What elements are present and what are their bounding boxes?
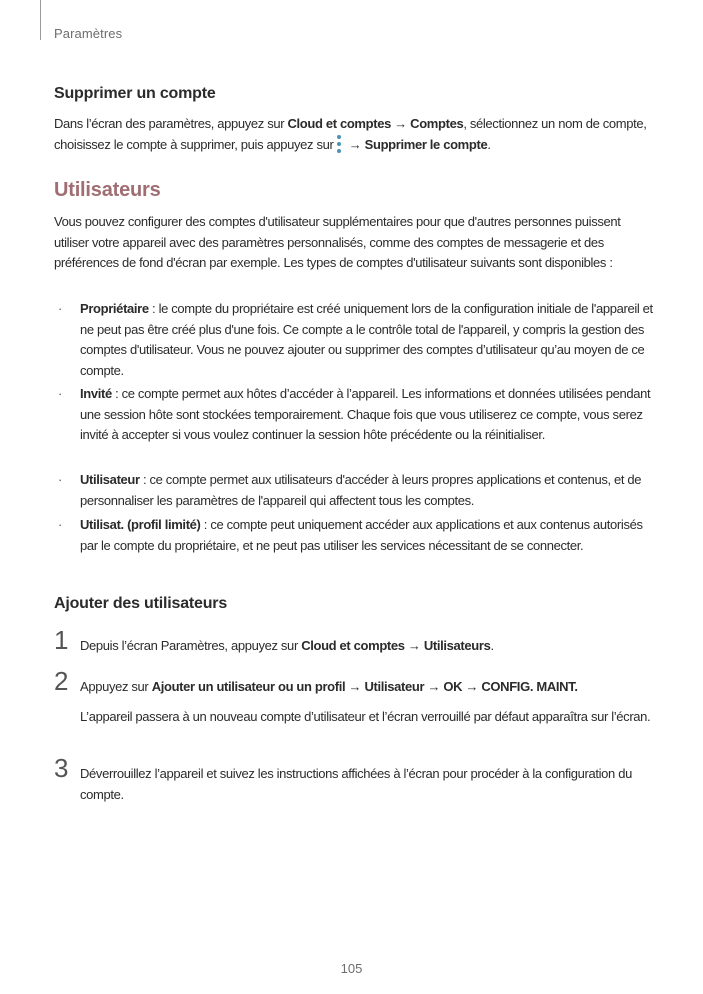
text: , sélectionnez un nom de compte, choisissez le compte à supprimer, puis appuyez sur bbox=[54, 116, 647, 152]
bold-term: Utilisat. (profil limité) bbox=[80, 517, 201, 532]
bold-term: Supprimer le compte bbox=[364, 136, 488, 152]
arrow: → bbox=[462, 679, 482, 694]
bold-term: Utilisateur bbox=[364, 679, 425, 694]
more-options-icon bbox=[336, 135, 342, 153]
arrow: → bbox=[390, 116, 411, 131]
users-heading: Utilisateurs bbox=[54, 179, 161, 201]
bullet-owner bbox=[54, 299, 654, 381]
bold-term: Utilisateurs bbox=[423, 638, 491, 653]
bold-term: Propriétaire bbox=[80, 301, 149, 316]
bold-term: CONFIG. MAINT. bbox=[481, 679, 578, 694]
bullet-dot: · bbox=[58, 301, 62, 316]
bullet-dot: · bbox=[58, 517, 62, 532]
delete-account-heading: Supprimer un compte bbox=[54, 85, 216, 102]
bullet-guest bbox=[54, 384, 654, 446]
step-1 bbox=[54, 625, 654, 657]
arrow: → bbox=[404, 638, 424, 653]
bold-term: OK bbox=[443, 679, 463, 694]
text: : ce compte peut uniquement accéder aux applications et aux contenus autorisés par le compte du propriétaire, et ne peut pas utiliser les services nécessitant de se connecter. bbox=[80, 517, 643, 553]
bold-term: Cloud et comptes bbox=[301, 638, 405, 653]
bold-term: Ajouter un utilisateur ou un profil bbox=[151, 679, 346, 694]
step-2 bbox=[54, 666, 654, 727]
text: : ce compte permet aux utilisateurs d'accéder à leurs propres applications et contenus, et de personnaliser les paramètres de l'appareil qui affectent tous les comptes. bbox=[80, 472, 642, 508]
text: Appuyez sur bbox=[80, 679, 152, 694]
users-intro: Vous pouvez configurer des comptes d'utilisateur supplémentaires pour que d'autres personnes puissent utiliser votre appareil avec des paramètres personnalisés, comme des comptes de messagerie et des préférences de fond d'écran par exemple. Les types de comptes d'utilisateur suivants sont disponibles : bbox=[54, 214, 621, 270]
text: : le compte du propriétaire est créé uniquement lors de la configuration initiale de l'appareil et ne peut pas être créé plus d'une fois. Ce compte a le contrôle total de l'appareil, y compris la gestion des comptes d'utilisateur. Vous ne pouvez ajouter ou supprimer des comptes d’utilisateur qu’au moyen de ce compte. bbox=[80, 301, 653, 378]
arrow: → bbox=[345, 136, 365, 152]
step-note: L’appareil passera à un nouveau compte d’utilisateur et l’écran verrouillé par défaut apparaîtra sur l’écran. bbox=[80, 708, 651, 724]
delete-account-paragraph bbox=[54, 114, 654, 155]
step-3 bbox=[54, 753, 654, 805]
bold-term: Invité bbox=[80, 386, 112, 401]
step-number: 1 bbox=[54, 625, 69, 655]
header-divider bbox=[40, 0, 41, 40]
bullet-user bbox=[54, 470, 654, 511]
step-number: 3 bbox=[54, 753, 69, 783]
bullet-restricted-profile bbox=[54, 515, 654, 556]
text: . bbox=[487, 136, 491, 152]
page-header-title: Paramètres bbox=[54, 26, 123, 41]
arrow: → bbox=[424, 679, 444, 694]
step-number: 2 bbox=[54, 666, 69, 696]
page-number: 105 bbox=[340, 961, 363, 976]
bullet-dot: · bbox=[58, 386, 62, 401]
text: : ce compte permet aux hôtes d’accéder à l’appareil. Les informations et données utilisées pendant une session hôte sont stockées temporairement. Chaque fois que vous utiliserez ce compte, vous serez invité à accepter si vous voulez continuer la session hôte précédente ou la réinitialiser. bbox=[80, 386, 651, 442]
add-users-heading: Ajouter des utilisateurs bbox=[54, 595, 228, 612]
bold-term: Utilisateur bbox=[80, 472, 140, 487]
text: Depuis l’écran Paramètres, appuyez sur bbox=[80, 638, 302, 653]
bold-term: Comptes bbox=[410, 116, 464, 131]
bullet-dot: · bbox=[58, 472, 62, 487]
bold-term: Cloud et comptes bbox=[287, 116, 391, 131]
text: Dans l’écran des paramètres, appuyez sur bbox=[54, 116, 288, 131]
text: . bbox=[490, 638, 494, 653]
text: Déverrouillez l’appareil et suivez les instructions affichées à l’écran pour procéder à la configuration du compte. bbox=[80, 766, 632, 802]
arrow: → bbox=[345, 679, 365, 694]
